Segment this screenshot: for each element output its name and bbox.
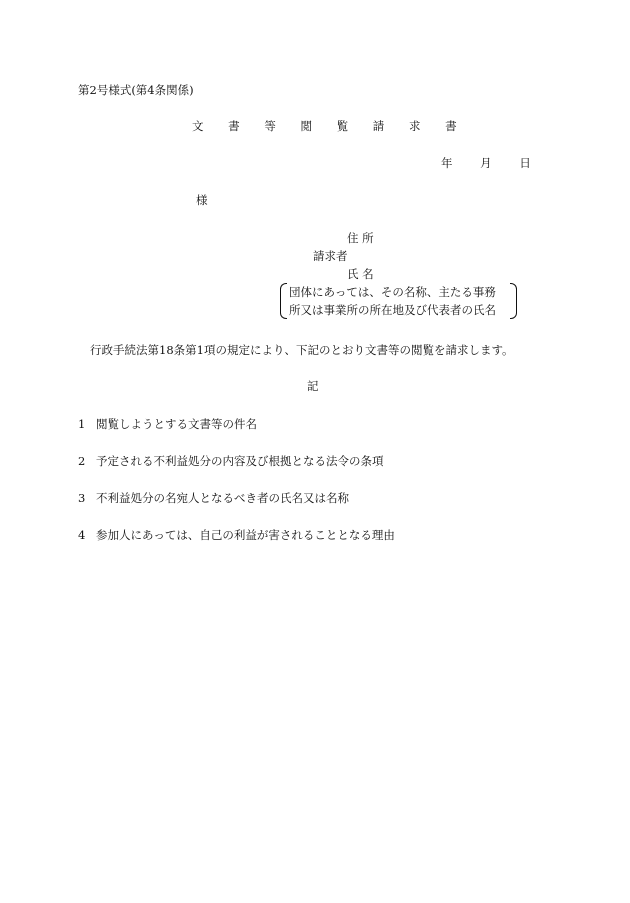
list-item (78, 491, 349, 505)
date-year-label: 年 (441, 156, 453, 170)
title-char: 求 (408, 119, 421, 133)
title-char: 書 (228, 119, 240, 133)
address-label: 住 所 (347, 231, 374, 245)
date-day-label: 日 (519, 156, 531, 170)
request-statement: 行政手続法第18条第1項の規定により、下記のとおり文書等の閲覧を請求します。 (90, 343, 514, 357)
ki-label: 記 (307, 379, 319, 393)
item-number: 2 (78, 454, 86, 468)
item-number: 1 (78, 417, 86, 431)
item-text: 予定される不利益処分の内容及び根拠となる法令の条項 (96, 454, 384, 468)
item-text: 不利益処分の名宛人となるべき者の氏名又は名称 (96, 491, 349, 505)
left-bracket (280, 283, 287, 319)
item-number: 3 (78, 491, 86, 505)
item-number: 4 (78, 528, 86, 542)
name-label: 氏 名 (347, 267, 374, 281)
item-text: 閲覧しようとする文書等の件名 (96, 417, 257, 431)
date-line (441, 156, 531, 170)
organization-note-line: 団体にあっては、その名称、主たる事務 (289, 285, 496, 299)
list-item (78, 454, 384, 468)
title-char: 文 (192, 119, 204, 133)
title-char: 請 (372, 119, 385, 133)
title-char: 書 (445, 119, 457, 133)
title-char: 等 (264, 119, 276, 133)
title-char: 閲 (300, 119, 312, 133)
form-number-label: 第2号様式(第4条関係) (78, 83, 194, 97)
date-month-label: 月 (480, 156, 492, 170)
list-item (78, 528, 395, 542)
document-title (192, 119, 457, 133)
organization-note-line: 所又は事業所の所在地及び代表者の氏名 (289, 303, 496, 317)
requester-label: 請求者 (313, 249, 348, 263)
organization-note (289, 283, 496, 319)
right-bracket (510, 283, 517, 319)
list-item (78, 417, 257, 431)
item-text: 参加人にあっては、自己の利益が害されることとなる理由 (96, 528, 395, 542)
addressee-suffix: 様 (196, 193, 208, 207)
organization-note-bracket (280, 283, 517, 319)
title-char: 覧 (336, 119, 349, 133)
